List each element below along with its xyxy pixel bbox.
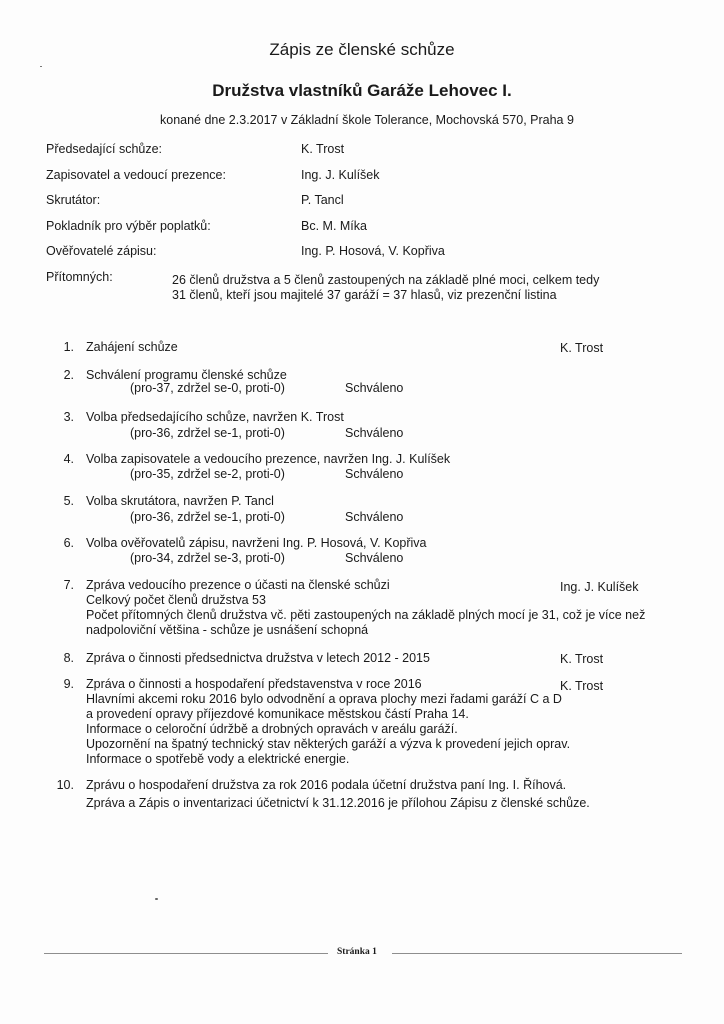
agenda-vote: (pro-35, zdržel se-2, proti-0) bbox=[130, 467, 285, 481]
agenda-result: Schváleno bbox=[345, 467, 404, 481]
agenda-item-title: Zahájení schůze bbox=[86, 340, 178, 354]
agenda-vote: (pro-34, zdržel se-3, proti-0) bbox=[130, 551, 285, 565]
scan-speck bbox=[155, 898, 158, 900]
agenda-number: 10. bbox=[56, 778, 74, 792]
agenda-item-title: Zprávu o hospodaření družstva za rok 2016 podala účetní družstva paní Ing. I. Říhová. bbox=[86, 778, 567, 792]
agenda-vote: (pro-36, zdržel se-1, proti-0) bbox=[130, 510, 285, 524]
agenda-responsible: K. Trost bbox=[560, 652, 604, 666]
agenda-number: 5. bbox=[63, 494, 74, 508]
agenda-item-title: Schválení programu členské schůze bbox=[86, 368, 287, 382]
agenda-detail-line: Počet přítomných členů družstva vč. pěti zastoupených na základě plných mocí je 31, což je více než bbox=[86, 608, 646, 622]
role-label-recorder: Zapisovatel a vedoucí prezence: bbox=[46, 168, 226, 182]
agenda-number: 3. bbox=[63, 410, 74, 424]
agenda-result: Schváleno bbox=[345, 510, 404, 524]
role-label-chair: Předsedající schůze: bbox=[46, 142, 163, 156]
agenda-detail-line: Hlavními akcemi roku 2016 bylo odvodnění a oprava plochy mezi řadami garáží C a D bbox=[86, 692, 562, 706]
meeting-details: konané dne 2.3.2017 v Základní škole Tolerance, Mochovská 570, Praha 9 bbox=[160, 113, 574, 127]
agenda-detail-line: Upozornění na špatný technický stav některých garáží a výzva k provedení jejich oprav. bbox=[86, 737, 571, 751]
footer-rule-left bbox=[44, 953, 328, 954]
present-text bbox=[172, 273, 692, 303]
present-label: Přítomných: bbox=[46, 270, 113, 284]
role-value-verifiers: Ing. P. Hosová, V. Kopřiva bbox=[301, 244, 445, 258]
present-line-1: 26 členů družstva a 5 členů zastoupených na základě plné moci, celkem tedy bbox=[172, 273, 600, 287]
agenda-number: 1. bbox=[63, 340, 74, 354]
cooperative-name: Družstva vlastníků Garáže Lehovec I. bbox=[212, 81, 512, 100]
agenda-number: 9. bbox=[63, 677, 74, 691]
agenda-detail-line: Informace o celoroční údržbě a drobných opravách v areálu garáží. bbox=[86, 722, 458, 736]
role-label-treasurer: Pokladník pro výběr poplatků: bbox=[46, 219, 211, 233]
scan-speck bbox=[40, 66, 42, 67]
role-value-recorder: Ing. J. Kulíšek bbox=[301, 168, 380, 182]
agenda-responsible: K. Trost bbox=[560, 341, 604, 355]
role-value-treasurer: Bc. M. Míka bbox=[301, 219, 367, 233]
agenda-item-title: Zpráva o činnosti předsednictva družstva v letech 2012 - 2015 bbox=[86, 651, 430, 665]
role-label-verifiers: Ověřovatelé zápisu: bbox=[46, 244, 157, 258]
role-label-scrutineer: Skrutátor: bbox=[46, 193, 101, 207]
agenda-number: 8. bbox=[63, 651, 74, 665]
agenda-number: 6. bbox=[63, 536, 74, 550]
agenda-detail-line: Zpráva a Zápis o inventarizaci účetnictví k 31.12.2016 je přílohou Zápisu z členské schůze. bbox=[86, 796, 590, 810]
agenda-result: Schváleno bbox=[345, 426, 404, 440]
footer-rule-right bbox=[392, 953, 682, 954]
agenda-detail-line: Celkový počet členů družstva 53 bbox=[86, 593, 266, 607]
agenda-number: 7. bbox=[63, 578, 74, 592]
agenda-item-title: Volba skrutátora, navržen P. Tancl bbox=[86, 494, 274, 508]
agenda-number: 2. bbox=[63, 368, 74, 382]
agenda-number: 4. bbox=[63, 452, 74, 466]
agenda-responsible: Ing. J. Kulíšek bbox=[560, 580, 639, 594]
agenda-result: Schváleno bbox=[345, 551, 404, 565]
agenda-item-title: Zpráva o činnosti a hospodaření představenstva v roce 2016 bbox=[86, 677, 422, 691]
agenda-responsible: K. Trost bbox=[560, 679, 604, 693]
agenda-item-title: Volba zapisovatele a vedoucího prezence, navržen Ing. J. Kulíšek bbox=[86, 452, 451, 466]
agenda-item-title: Zpráva vedoucího prezence o účasti na členské schůzi bbox=[86, 578, 390, 592]
role-value-chair: K. Trost bbox=[301, 142, 345, 156]
document-title: Zápis ze členské schůze bbox=[269, 40, 455, 59]
present-line-2: 31 členů, kteří jsou majitelé 37 garáží = 37 hlasů, viz prezenční listina bbox=[172, 288, 557, 302]
agenda-detail-line: Informace o spotřebě vody a elektrické energie. bbox=[86, 752, 350, 766]
agenda-detail-line: nadpoloviční většina - schůze je usnášení schopná bbox=[86, 623, 369, 637]
agenda-item-title: Volba ověřovatelů zápisu, navrženi Ing. P. Hosová, V. Kopřiva bbox=[86, 536, 427, 550]
agenda-vote: (pro-37, zdržel se-0, proti-0) bbox=[130, 381, 285, 395]
agenda-vote: (pro-36, zdržel se-1, proti-0) bbox=[130, 426, 285, 440]
role-value-scrutineer: P. Tancl bbox=[301, 193, 344, 207]
page-number: Stránka 1 bbox=[333, 947, 381, 957]
agenda-detail-line: a provedení opravy příjezdové komunikace městskou částí Praha 14. bbox=[86, 707, 469, 721]
agenda-item-title: Volba předsedajícího schůze, navržen K. Trost bbox=[86, 410, 344, 424]
agenda-result: Schváleno bbox=[345, 381, 404, 395]
